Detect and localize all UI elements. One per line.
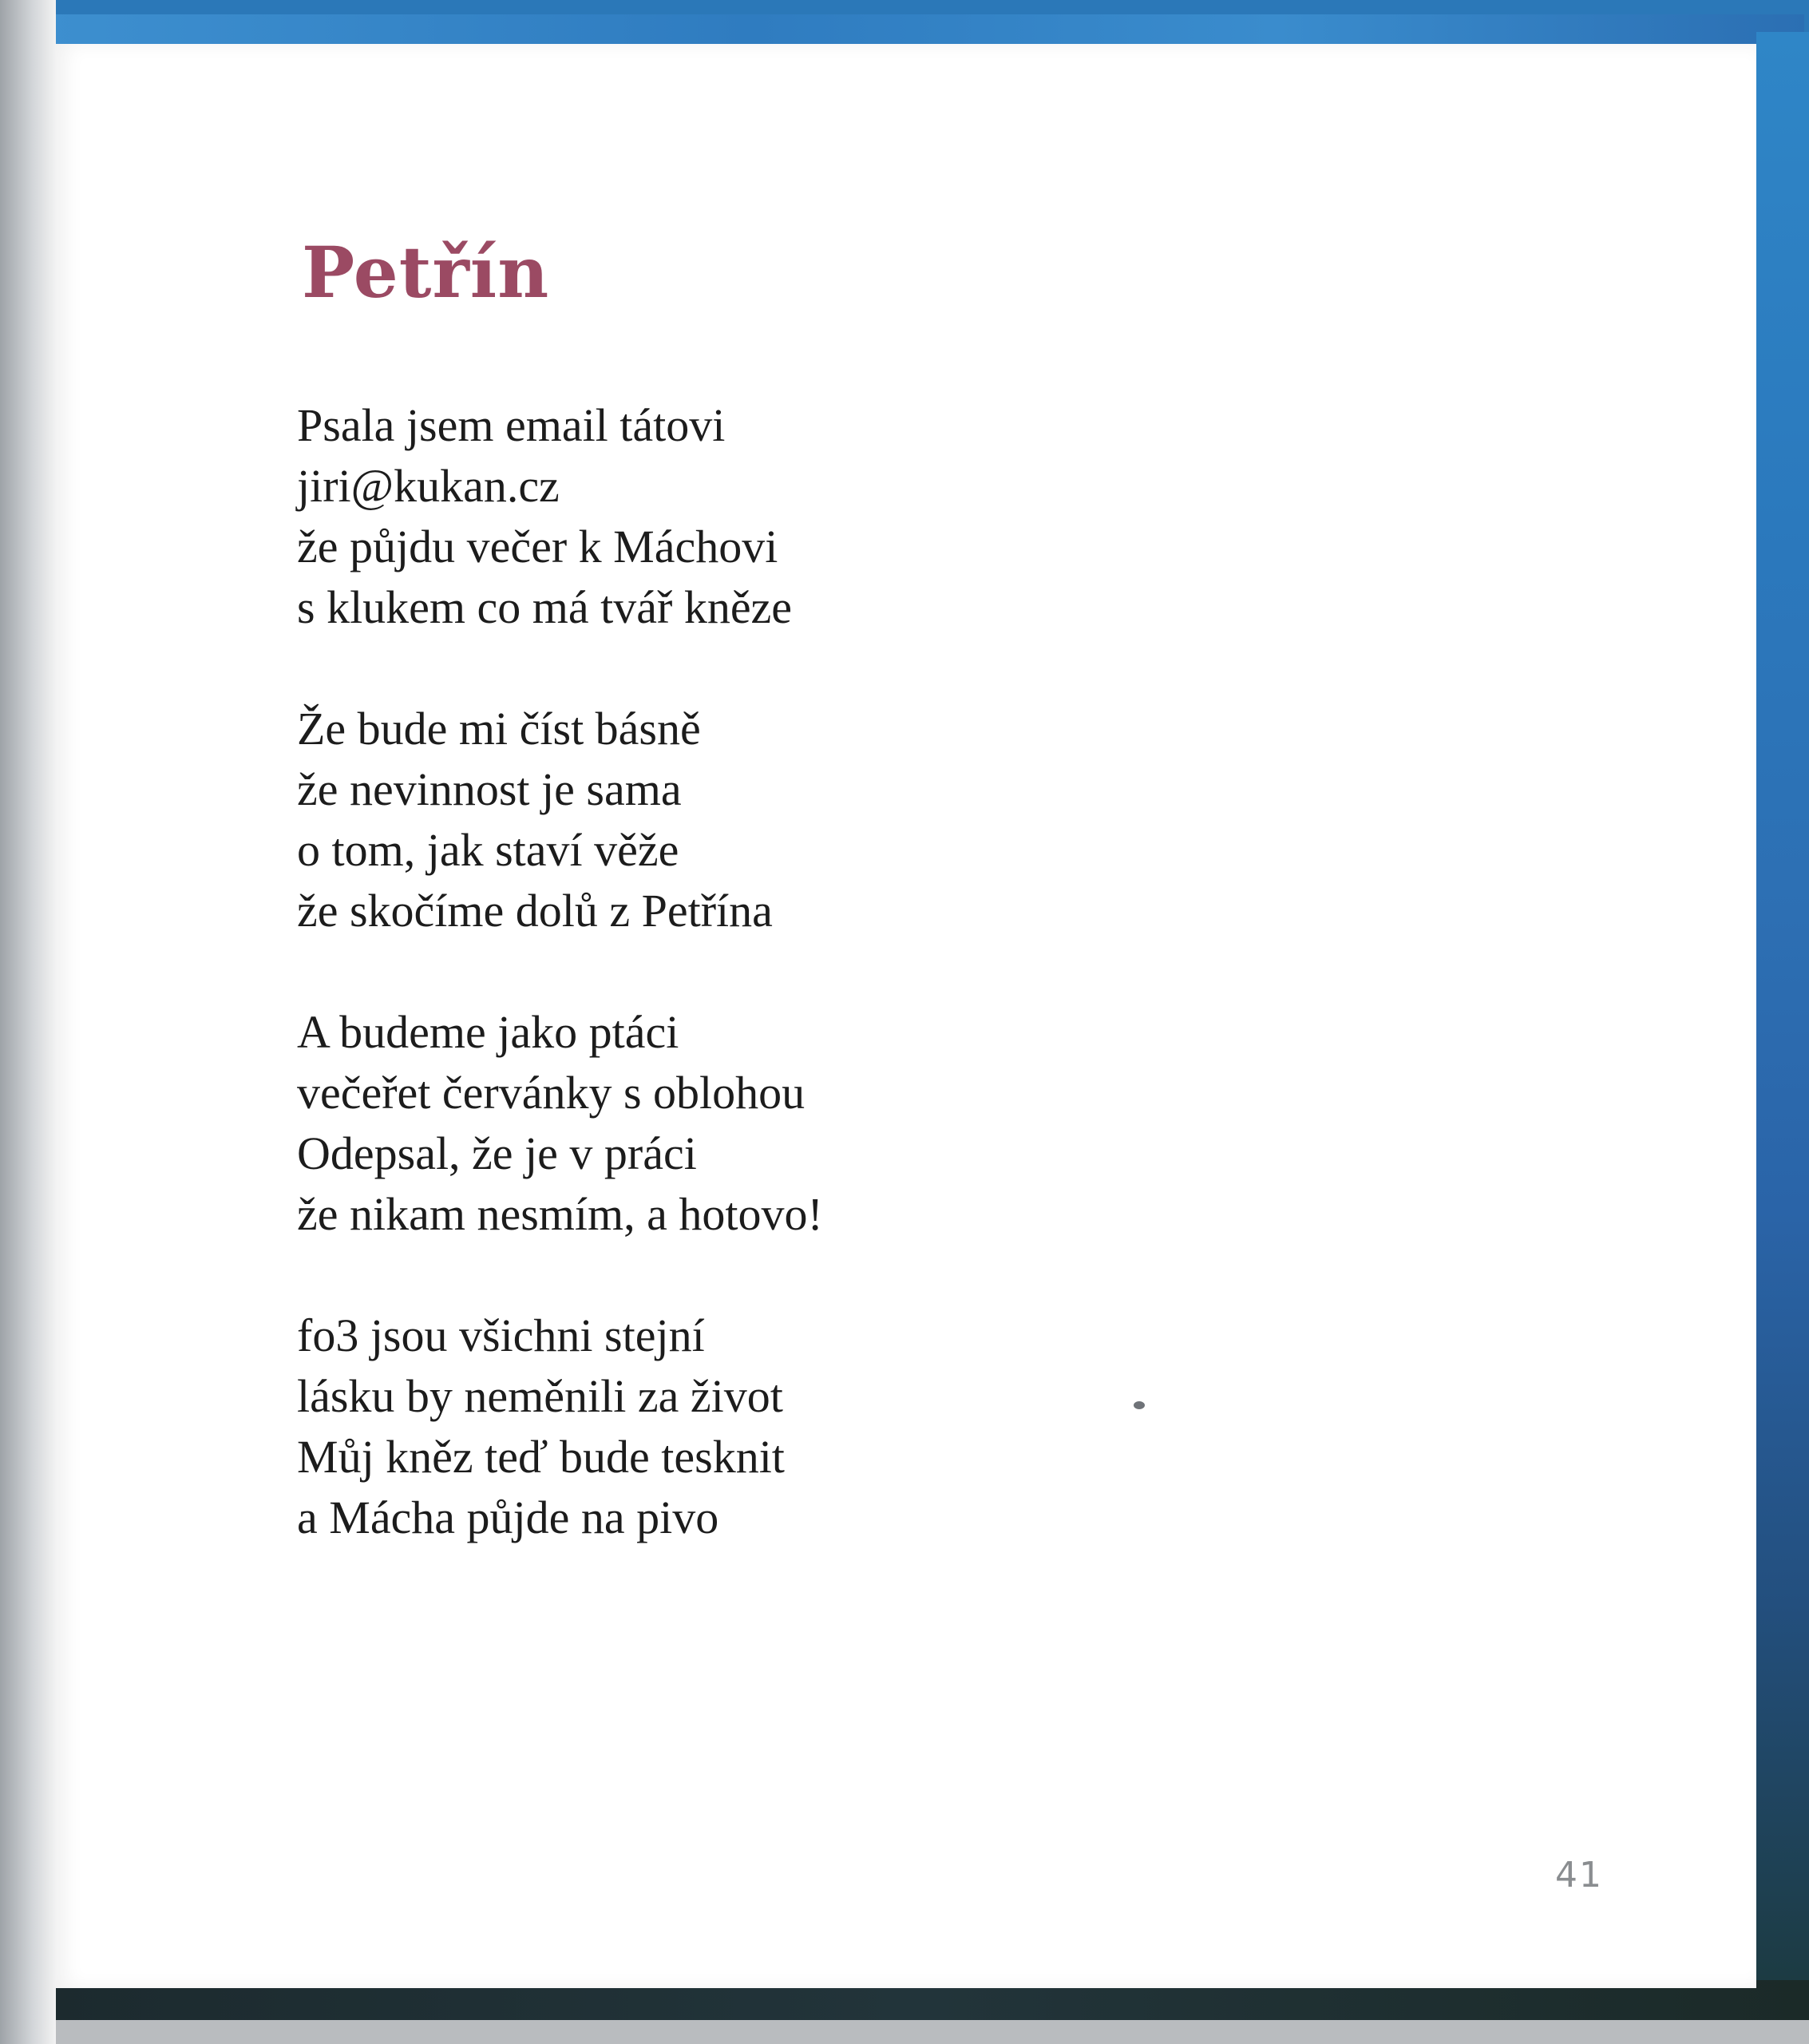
poem-line: že nikam nesmím, a hotovo! bbox=[297, 1188, 823, 1240]
poem-body bbox=[297, 395, 1095, 1609]
poem-line: že půjdu večer k Máchovi bbox=[297, 521, 778, 572]
poem-line: že nevinnost je sama bbox=[297, 763, 682, 815]
poem-line: fo3 jsou všichni stejní bbox=[297, 1309, 705, 1361]
stanza bbox=[297, 1002, 1095, 1245]
ink-speck bbox=[1134, 1401, 1145, 1409]
book-spine-edge bbox=[0, 0, 56, 2044]
poem-line: Odepsal, že je v práci bbox=[297, 1127, 697, 1179]
poem-line: a Mácha půjde na pivo bbox=[297, 1491, 719, 1543]
poem-line: o tom, jak staví věže bbox=[297, 824, 679, 876]
poem-line: Můj kněz teď bude tesknit bbox=[297, 1431, 785, 1483]
poem-line: že skočíme dolů z Petřína bbox=[297, 885, 773, 937]
poem-line: A budeme jako ptáci bbox=[297, 1006, 679, 1058]
poem-line: Psala jsem email tátovi bbox=[297, 399, 726, 451]
stanza bbox=[297, 395, 1095, 638]
page-number: 41 bbox=[1555, 1855, 1603, 1895]
poem-title: Petřín bbox=[302, 231, 550, 314]
scan-background bbox=[0, 2020, 1809, 2044]
poem-line: večeřet červánky s oblohou bbox=[297, 1067, 806, 1119]
poem-line: s klukem co má tvář kněze bbox=[297, 581, 793, 633]
stanza bbox=[297, 1305, 1095, 1548]
cover-top-edge bbox=[48, 14, 1804, 46]
stanza bbox=[297, 699, 1095, 941]
poem-line: jiri@kukan.cz bbox=[297, 460, 560, 512]
book-page bbox=[56, 44, 1756, 1988]
cover-right-edge bbox=[1756, 32, 1809, 1996]
poem-line: lásku by neměnili za život bbox=[297, 1370, 783, 1422]
poem-line: Že bude mi číst básně bbox=[297, 703, 701, 755]
